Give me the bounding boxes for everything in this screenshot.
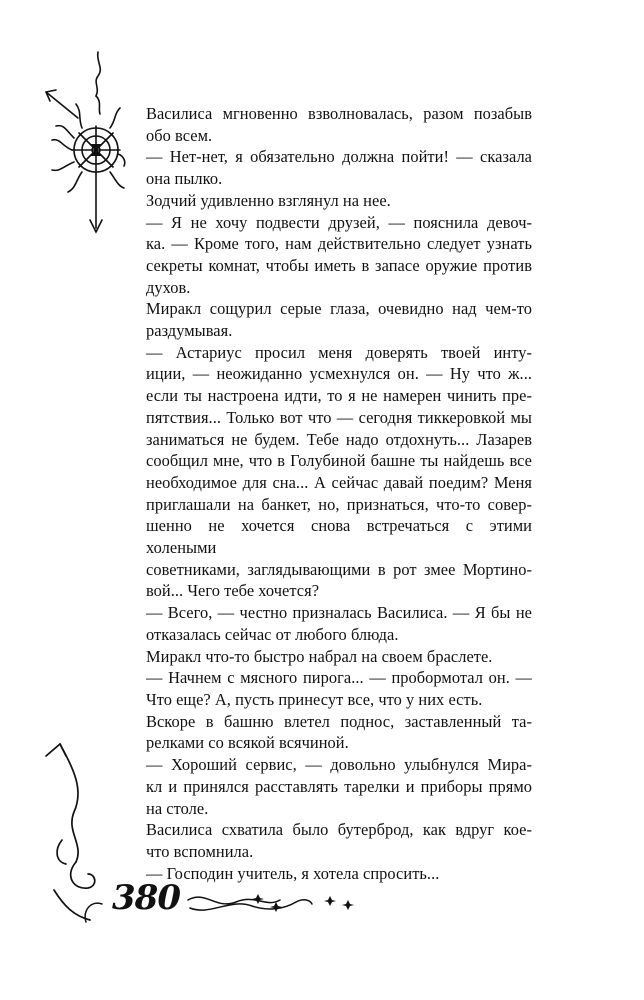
text-line: Что еще? А, пусть принесут все, что у них есть. [146, 689, 483, 709]
text-line: Миракл сощурил серые глаза, очевидно над чем-то [146, 299, 532, 319]
paragraph [146, 103, 532, 146]
paragraph [146, 667, 532, 710]
compass-rose-ornament-icon [38, 42, 128, 242]
text-line: раздумывая. [146, 321, 233, 341]
text-line: обо всем. [146, 125, 213, 145]
text-line: — Всего, — честно призналась Василиса. — Я бы не [146, 603, 532, 623]
text-line: Миракл что-то быстро набрал на своем браслете. [146, 646, 493, 666]
paragraph [146, 212, 532, 299]
text-line: вой... Чего тебе хочется? [146, 581, 320, 601]
paragraph [146, 342, 532, 602]
text-line: пятствия... Только вот что — сегодня тиккеровкой мы [146, 407, 532, 427]
text-line: приглашали на банкет, но, признаться, что-то совер- [146, 494, 532, 514]
text-line: отказалась сейчас от любого блюда. [146, 624, 399, 644]
paragraph [146, 646, 532, 668]
paragraph [146, 754, 532, 819]
paragraph [146, 190, 532, 212]
text-line: Зодчий удивленно взглянул на нее. [146, 190, 391, 210]
text-line: — Начнем с мясного пирога... — пробормотал он. — [146, 668, 532, 688]
text-line: ка. — Кроме того, нам действительно следует узнать [146, 234, 532, 254]
text-line: иции, — неожиданно усмехнулся он. — Ну что ж... [146, 364, 532, 384]
text-line: — Астариус просил меня доверять твоей инту- [146, 342, 532, 362]
paragraph [146, 146, 532, 189]
paragraph [146, 602, 532, 645]
text-line: она пылко. [146, 169, 223, 189]
text-line: шенно не хочется снова встречаться с этими холеными [146, 516, 532, 558]
text-line: духов. [146, 277, 191, 297]
text-line: необходимое для сна... А сейчас давай поедим? Меня [146, 472, 532, 492]
text-line: что вспомнила. [146, 841, 254, 861]
text-line: — Господин учитель, я хотела спросить... [146, 863, 440, 883]
text-line: сообщил мне, что в Голубиной башне ты найдешь все [146, 451, 532, 471]
page-number: 380 [112, 878, 180, 918]
text-line: заниматься не будем. Тебе надо отдохнуть... Лазарев [146, 429, 532, 449]
body-text [146, 103, 532, 884]
folio-footer [80, 870, 380, 930]
text-line: — Хороший сервис, — довольно улыбнулся Мира- [146, 755, 532, 775]
paragraph [146, 298, 532, 341]
paragraph [146, 819, 532, 862]
text-line: советниками, заглядывающими в рот змее Мортино- [146, 559, 532, 579]
text-line: кл и принялся расставлять тарелки и приборы прямо [146, 776, 532, 796]
text-line: Василиса мгновенно взволновалась, разом позабыв [146, 104, 532, 123]
text-line: релками со всякой всячиной. [146, 733, 349, 753]
text-line: если ты настроена идти, то я не намерен чинить пре- [146, 386, 532, 406]
paragraph [146, 711, 532, 754]
text-line: — Нет-нет, я обязательно должна пойти! — сказала [146, 147, 532, 167]
text-line: Вскоре в башню влетел поднос, заставленный та- [146, 711, 532, 731]
text-line: — Я не хочу подвести друзей, — пояснила девоч- [146, 212, 532, 232]
text-line: на столе. [146, 798, 209, 818]
text-line: Василиса схватила было бутерброд, как вдруг кое- [146, 820, 532, 840]
text-line: секреты комнат, чтобы иметь в запасе оружие против [146, 255, 532, 275]
